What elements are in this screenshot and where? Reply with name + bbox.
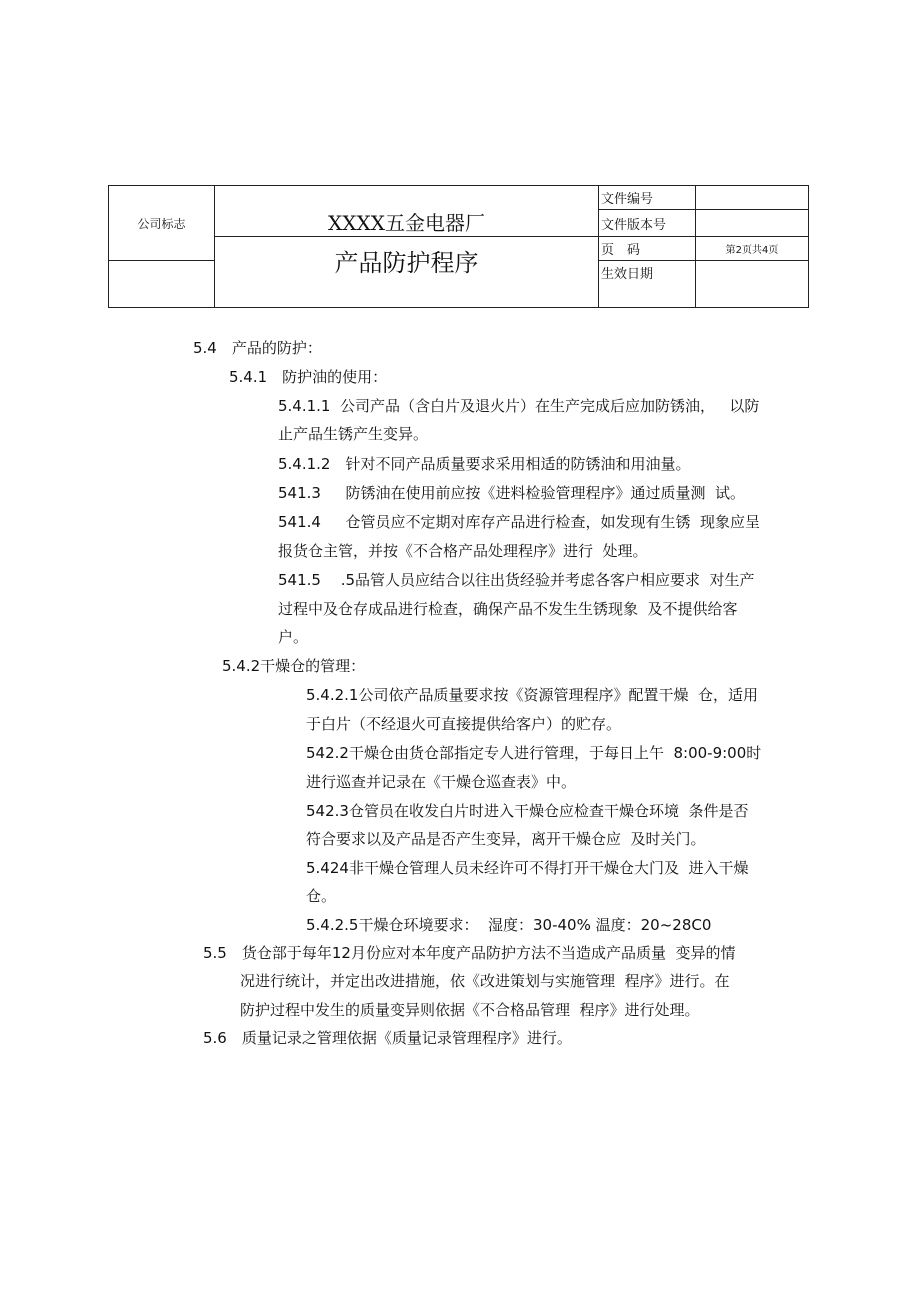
subsection-heading: 5.4.2干燥仓的管理： [222,657,366,675]
body-line: 止产品生锈产生变异。 [278,425,429,443]
field-value-effective-date [696,261,809,308]
field-value-doc-number [696,186,809,210]
body-line: 5.4.2.5干燥仓环境要求： 湿度：30-40% 温度：20~28C0 [306,916,712,934]
field-label-doc-version: 文件版本号 [599,210,696,237]
body-line: 5.4.1.2 针对不同产品质量要求采用相适的防锈油和用油量。 [278,455,691,473]
body-line: 符合要求以及产品是否产生变异，离开干燥仓应 及时关门。 [306,830,706,848]
field-label-doc-number: 文件编号 [599,186,696,210]
company-logo-placeholder: 公司标志 [109,186,215,261]
body-line: 报货仓主管，并按《不合格产品处理程序》进行 处理。 [278,542,648,560]
body-line: 户。 [278,628,309,646]
body-line: 541.5 .5品管人员应结合以往出货经验并考虑各客户相应要求 对生产 [278,571,755,589]
body-line: 于白片（不经退火可直接提供给客户）的贮存。 [306,715,622,733]
body-line: 5.4.2.1公司依产品质量要求按《资源管理程序》配置干燥 仓，适用 [306,686,759,704]
field-label-effective-date: 生效日期 [599,261,696,308]
section-item: 5.6 质量记录之管理依据《质量记录管理程序》进行。 [203,1029,572,1047]
section-item: 5.5 货仓部于每年12月份应对本年度产品防护方法不当造成产品质量 变异的情 [203,944,736,962]
company-name: XXXX五金电器厂 [215,186,599,237]
body-line: 防护过程中发生的质量变异则依据《不合格品管理 程序》进行处理。 [240,1001,700,1019]
logo-cell-empty [109,261,215,308]
body-line: 542.3仓管员在收发白片时进入干燥仓应检查干燥仓环境 条件是否 [306,802,749,820]
body-line: 5.4.1.1 公司产品（含白片及退火片）在生产完成后应加防锈油， 以防 [278,397,760,415]
field-label-page: 页 码 [599,237,696,261]
subsection-heading: 5.4.1 防护油的使用： [229,368,388,386]
field-value-page: 第2页共4页 [696,237,809,261]
section-heading: 5.4 产品的防护： [193,339,322,357]
document-title: 产品防护程序 [215,237,599,308]
body-line: 进行巡查并记录在《干燥仓巡查表》中。 [306,773,577,791]
body-line: 过程中及仓存成品进行检查，确保产品不发生生锈现象 及不提供给客 [278,600,738,618]
document-header-table [108,185,809,308]
body-line: 况进行统计，并定出改进措施，依《改进策划与实施管理 程序》进行。在 [240,972,730,990]
body-line: 541.3 防锈油在使用前应按《进料检验管理程序》通过质量测 试。 [278,484,746,502]
body-line: 542.2干燥仓由货仓部指定专人进行管理，于每日上午 8:00-9:00时 [306,744,762,762]
body-line: 541.4 仓管员应不定期对库存产品进行检查，如发现有生锈 现象应呈 [278,513,761,531]
body-line: 仓。 [306,887,337,905]
body-line: 5.424非干燥仓管理人员未经许可不得打开干燥仓大门及 进入干燥 [306,859,749,877]
field-value-doc-version [696,210,809,237]
